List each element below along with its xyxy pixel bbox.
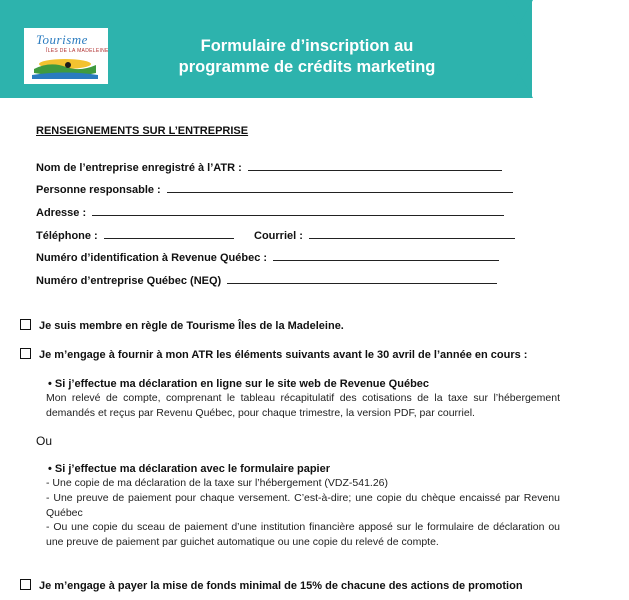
online-option-text: Mon relevé de compte, comprenant le tableau récapitulatif des cotisations de la taxe sur l’hébergement demandés et reçus par Revenu Québec, pour chaque trimestre, la version PDF, par courriel. [46,392,560,419]
commit-check-label: Je m’engage à fournir à mon ATR les éléments suivants avant le 30 avril de l’année en cours : [39,349,528,361]
neq-label: Numéro d’entreprise Québec (NEQ) [36,275,222,287]
logo-wordmark: Tourisme [36,32,88,47]
company-name-field[interactable] [36,160,502,174]
commit-checkbox[interactable] [20,348,31,359]
title-line-2: programme de crédits marketing [178,58,436,76]
pay-checkbox[interactable] [20,579,31,590]
address-input-line[interactable] [92,205,504,216]
logo-island-icon [30,55,100,81]
company-name-label: Nom de l’entreprise enregistré à l’ATR : [36,162,242,174]
phone-input-line[interactable] [104,228,234,239]
title-line-1: Formulaire d’inscription au [200,37,414,55]
address-field[interactable] [36,205,504,219]
page-title [148,36,466,78]
paper-option-line-1: - Une copie de ma déclaration de la taxe sur l’hébergement (VDZ-541.26) [46,477,389,489]
paper-option-line-2: - Une preuve de paiement pour chaque versement. C’est-à-dire; une copie du chèque encaissé par Revenu Québec [46,492,560,519]
contact-field[interactable] [36,182,513,196]
commit-check-row[interactable] [20,348,527,361]
contact-label: Personne responsable : [36,184,161,196]
company-name-input-line[interactable] [248,160,502,171]
pay-check-label: Je m’engage à payer la mise de fonds minimal de 15% de chacune des actions de promotion [39,580,523,592]
paper-option-title: • Si j’effectue ma déclaration avec le formulaire papier [48,463,331,475]
member-check-label: Je suis membre en règle de Tourisme Îles de la Madeleine. [39,320,344,332]
phone-field[interactable] [36,228,234,242]
member-check-row[interactable] [20,319,344,332]
email-input-line[interactable] [309,228,515,239]
rq-id-label: Numéro d’identification à Revenue Québec : [36,252,268,264]
contact-input-line[interactable] [167,182,513,193]
banner-arrow-point [505,0,532,98]
rq-id-input-line[interactable] [273,250,499,261]
or-label: Ou [36,434,53,448]
rq-id-field[interactable] [36,250,499,264]
neq-field[interactable] [36,273,497,287]
section-heading: RENSEIGNEMENTS SUR L’ENTREPRISE [36,125,249,137]
email-field[interactable] [254,228,515,242]
pay-check-row[interactable] [20,579,523,592]
member-checkbox[interactable] [20,319,31,330]
address-label: Adresse : [36,207,87,219]
paper-option-line-3: - Ou une copie du sceau de paiement d’une institution financière apposé sur le formulaire de déclaration ou une preuve de paiement par guichet automatique ou une copie du relevé de compte. [46,521,560,548]
logo-tagline: ÎLES DE LA MADELEINE [46,48,109,54]
email-label: Courriel : [254,230,303,242]
phone-label: Téléphone : [36,230,98,242]
online-option-title: • Si j’effectue ma déclaration en ligne sur le site web de Revenue Québec [48,378,430,390]
neq-input-line[interactable] [227,273,497,284]
